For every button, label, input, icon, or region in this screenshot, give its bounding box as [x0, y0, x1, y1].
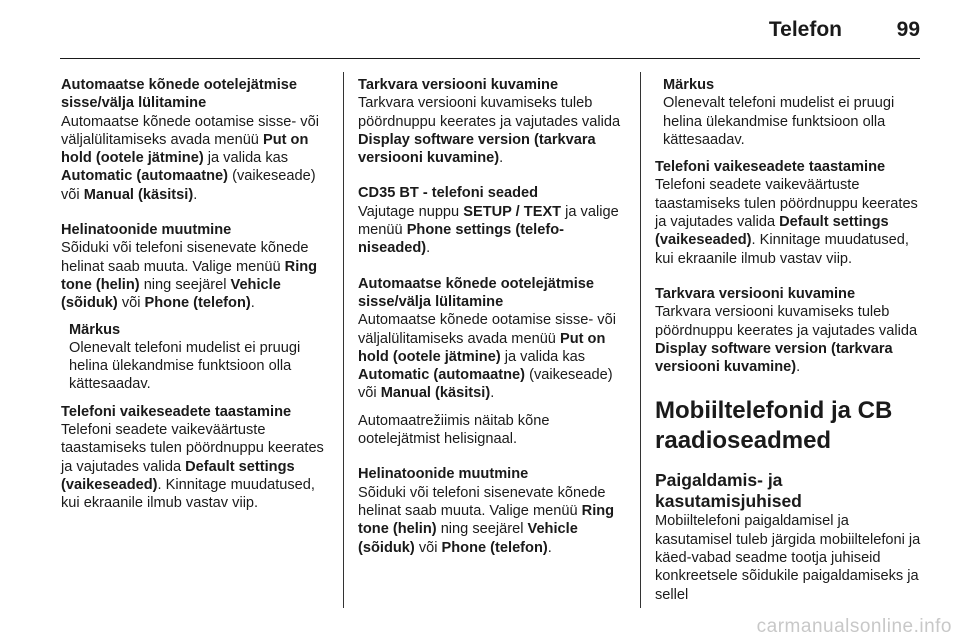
section-heading: Helinatoonide muutmine: [61, 222, 232, 239]
column-1: [61, 76, 329, 530]
sub-heading: Paigaldamis- ja kasutamisjuhised: [655, 470, 802, 512]
body-text: .: [499, 150, 504, 167]
section-call-waiting: [61, 76, 329, 204]
body-text: .: [547, 539, 552, 556]
section-heading: Automaatse kõnede ootelejätmise sisse/välja lülitamine: [61, 77, 298, 112]
section-ringtone: [61, 221, 329, 312]
body-text: Automaatse kõnede ootamise sisse- või väljalülitamiseks avada menüü: [61, 113, 319, 148]
body-text: ja valida kas: [203, 150, 289, 167]
section-restore-defaults: [61, 403, 329, 513]
note-label: Märkus: [663, 77, 715, 93]
page-number: 99: [896, 18, 920, 41]
note-text: Olenevalt telefoni mudelist ei pruugi helina ülekandmise funktsioon olla kättesaadav.: [663, 95, 895, 148]
menu-option: Put on hold (ootele jätmine): [61, 131, 309, 167]
page-header: [0, 0, 960, 56]
column-divider-2: [640, 72, 641, 608]
menu-option: Automatic (automaatne): [61, 168, 229, 185]
body-text: .: [426, 240, 431, 257]
menu-option: Phone (telefon): [144, 295, 251, 312]
body-text: ja valige menüü: [358, 203, 619, 239]
menu-option: Automatic (automaatne): [358, 367, 526, 384]
menu-option: Ring tone (helin): [61, 258, 318, 293]
body-text: ning seejärel: [436, 521, 528, 538]
watermark: carmanualsonline.info: [756, 616, 952, 637]
menu-option: Phone settings (telefo-niseaded): [358, 222, 564, 257]
menu-option: Phone (telefon): [441, 539, 548, 556]
menu-option: Default settings (vaikeseaded): [655, 214, 889, 249]
body-text: .: [796, 359, 801, 376]
body-text: Tarkvara versiooni kuvamiseks tuleb pöördnuppu keerates ja vajutades valida: [358, 95, 621, 130]
menu-option: Ring tone (helin): [358, 502, 615, 538]
section-software-version: [655, 285, 927, 376]
menu-option: Put on hold (ootele jätmine): [358, 330, 606, 365]
body-text: . Kinnitage muudatused, kui ekraanile ilmub vastav viip.: [61, 476, 315, 512]
section-restore-defaults: [655, 158, 927, 268]
body-text: .: [490, 385, 495, 402]
body-text: Sõiduki või telefoni sisenevate kõnede helinat saab muuta. Valige menüü: [358, 484, 606, 519]
body-text: (vaikeseade) või: [358, 367, 613, 402]
body-text: Telefoni seadete vaikeväärtuste taastamiseks tulen pöördnuppu keerates ja vajutades valida: [61, 422, 324, 475]
body-text: Automaatse kõnede ootamise sisse- või väljalülitamiseks avada menüü: [358, 312, 616, 347]
column-divider-1: [343, 72, 344, 608]
body-text: . Kinnitage muudatused, kui ekraanile ilmub vastav viip.: [655, 232, 909, 267]
body-text: Sõiduki või telefoni sisenevate kõnede helinat saab muuta. Valige menüü: [61, 240, 309, 275]
body-text: või: [117, 295, 145, 312]
note-text: Olenevalt telefoni mudelist ei pruugi helina ülekandmise funktsioon olla kättesaadav.: [69, 339, 301, 393]
section-ringtone: [358, 465, 630, 556]
section-heading: Tarkvara versiooni kuvamine: [655, 285, 856, 302]
menu-option: Vehicle (sõiduk): [358, 521, 578, 556]
body-text: Vajutage nuppu: [358, 203, 464, 220]
menu-option: Display software version (tarkvara versiooni kuvamine): [358, 131, 596, 167]
page-title: Telefon: [768, 18, 842, 41]
section-heading: Helinatoonide muutmine: [358, 466, 529, 483]
menu-option: Manual (käsitsi): [83, 186, 194, 203]
section-heading: Tarkvara versiooni kuvamine: [358, 77, 559, 93]
body-text: Automaatrežiimis näitab kõne ootelejätmist helisignaal.: [358, 412, 550, 448]
body-text: ja valida kas: [500, 348, 586, 365]
note-box: [655, 76, 927, 149]
column-2: [358, 76, 630, 574]
body-text: .: [193, 186, 198, 203]
button-name: SETUP / TEXT: [463, 203, 562, 220]
body-text: Tarkvara versiooni kuvamiseks tuleb pöördnuppu keerates ja vajutades valida: [655, 304, 918, 339]
note-box: [61, 321, 329, 394]
body-text: Telefoni seadete vaikeväärtuste taastamiseks tulen pöördnuppu keerates ja vajutades valida: [655, 177, 918, 231]
menu-option: Display software version (tarkvara versiooni kuvamine): [655, 340, 893, 376]
section-heading: Telefoni vaikeseadete taastamine: [655, 159, 886, 176]
menu-option: Vehicle (sõiduk): [61, 276, 281, 312]
chapter-heading: Mobiiltelefonid ja CB raadioseadmed: [655, 397, 893, 455]
section-software-version: [358, 76, 630, 167]
body-text: Mobiiltelefoni paigaldamisel ja kasutamisel tuleb järgida mobiiltelefoni ja käed-vabad seadme tootja juhiseid konkreetsele sõidukile paigaldamiseks ja sellel: [655, 513, 921, 603]
menu-option: Default settings (vaikeseaded): [61, 458, 295, 493]
body-text: (vaikeseade) või: [61, 168, 316, 203]
menu-option: Manual (käsitsi): [380, 385, 491, 402]
header-rule: [60, 58, 920, 59]
note-label: Märkus: [69, 321, 121, 338]
section-call-waiting: [358, 275, 630, 449]
body-text: .: [250, 295, 255, 312]
section-phone-settings: [358, 184, 630, 257]
column-3: [655, 76, 927, 604]
section-heading: Telefoni vaikeseadete taastamine: [61, 403, 292, 420]
section-heading: Automaatse kõnede ootelejätmise sisse/välja lülitamine: [358, 275, 595, 310]
section-heading: CD35 BT - telefoni seaded: [358, 185, 539, 202]
body-text: ning seejärel: [139, 276, 231, 293]
body-text: või: [414, 539, 442, 556]
